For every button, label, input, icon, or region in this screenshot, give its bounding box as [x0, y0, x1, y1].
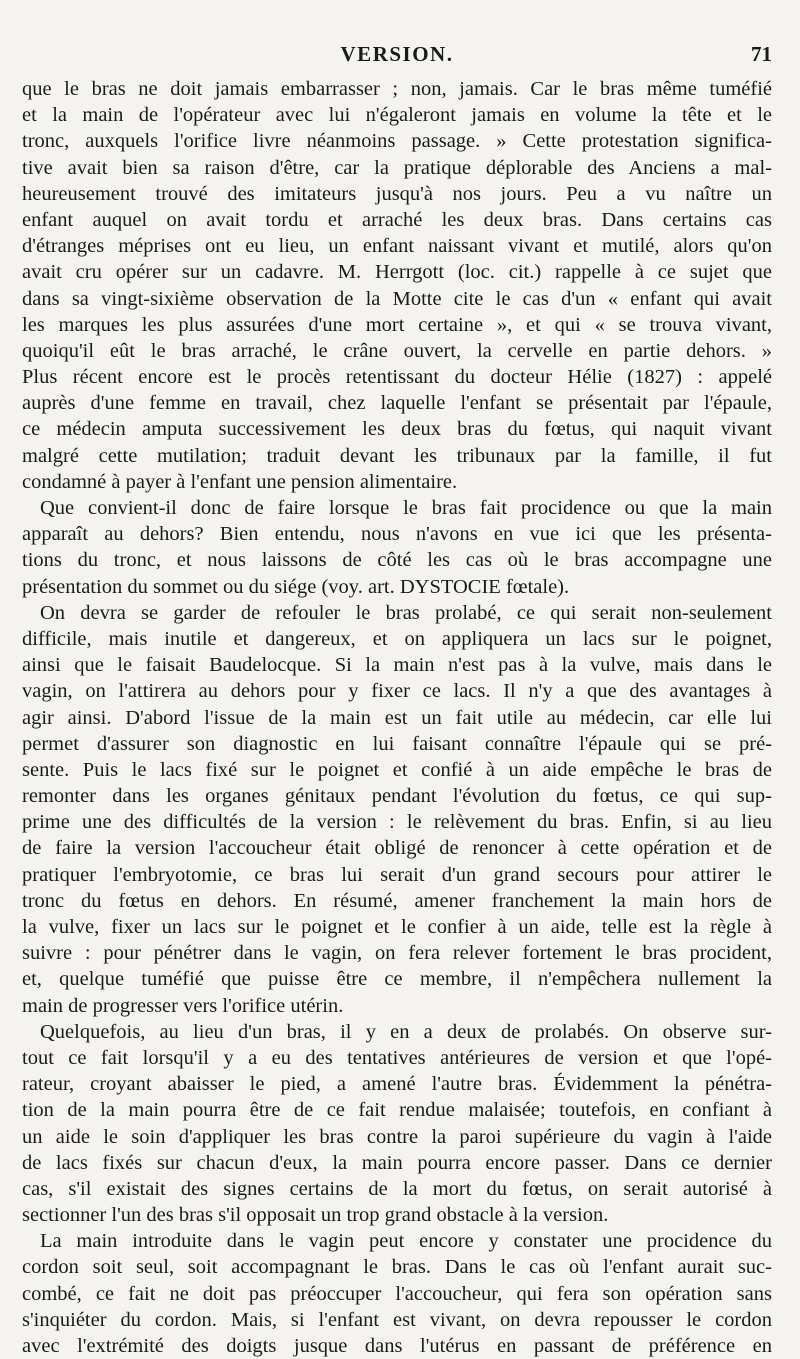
text-line: difficile, mais inutile et dangereux, et on appliquera un lacs sur le poignet, — [22, 627, 772, 650]
text-line: permet d'assurer son diagnostic en lui faisant connaître l'épaule qui se pré- — [22, 732, 772, 755]
body-text — [22, 76, 772, 1359]
text-line: tive avait bien sa raison d'être, car la pratique déplorable des Anciens a mal- — [22, 156, 772, 179]
text-line: La main introduite dans le vagin peut encore y constater une procidence du — [40, 1230, 772, 1253]
text-line: vagin, on l'attirera au dehors pour y fixer ce lacs. Il n'y a que des avantages à — [22, 680, 772, 703]
text-line: que le bras ne doit jamais embarrasser ; non, jamais. Car le bras même tuméfié — [22, 78, 772, 100]
running-title: VERSION. — [340, 42, 454, 66]
text-line: Que convient-il donc de faire lorsque le bras fait procidence ou que la main — [40, 497, 772, 519]
paragraph — [22, 1228, 772, 1359]
text-line: de faire la version l'accoucheur était obligé de renoncer à cette opération et de — [22, 837, 772, 860]
text-line: tion de la main pourra être de ce fait rendue malaisée; toutefois, en confiant à — [22, 1099, 772, 1122]
text-line: s'inquiéter du cordon. Mais, si l'enfant est vivant, on devra repousser le cordon — [22, 1308, 772, 1331]
text-line: auprès d'une femme en travail, chez laquelle l'enfant se présentait par l'épaule, — [22, 392, 772, 415]
text-line: dans sa vingt-sixième observation de la Motte cite le cas d'un « enfant qui avait — [22, 287, 772, 310]
text-line: présentation du sommet ou du siége (voy. art. DYSTOCIE fœtale). — [22, 575, 570, 598]
text-line: cas, s'il existait des signes certains de la mort du fœtus, on serait autorisé à — [22, 1177, 772, 1200]
paragraph — [22, 495, 772, 600]
text-line: ce médecin amputa successivement les deux bras du fœtus, qui naquit vivant — [22, 418, 772, 441]
text-line: les marques les plus assurées d'une mort certaine », et qui « se trouva vivant, — [22, 313, 772, 336]
text-line: Quelquefois, au lieu d'un bras, il y en a deux de prolabés. On observe sur- — [40, 1020, 772, 1043]
text-line: On devra se garder de refouler le bras prolabé, ce qui serait non-seulement — [40, 601, 772, 624]
text-line: avait cru opérer sur un cadavre. M. Herrgott (loc. cit.) rappelle à ce sujet que — [22, 261, 772, 284]
text-line: avec l'extrémité des doigts jusque dans l'utérus en passant de préférence en — [22, 1335, 772, 1357]
text-line: un aide le soin d'appliquer les bras contre la paroi supérieure du vagin à l'aide — [22, 1125, 772, 1148]
paragraph — [22, 600, 772, 1019]
text-line: apparaît au dehors? Bien entendu, nous n'avons en vue ici que les présenta- — [22, 523, 772, 546]
text-line: tronc, auxquels l'orifice livre néanmoins passage. » Cette protestation significa- — [22, 130, 772, 153]
text-line: d'étranges méprises ont eu lieu, un enfant naissant vivant et mutilé, alors qu'on — [22, 235, 772, 258]
text-line: quoiqu'il eût le bras arraché, le crâne ouvert, la cervelle en partie dehors. » — [22, 339, 772, 362]
text-line: sectionner l'un des bras s'il opposait un trop grand obstacle à la version. — [22, 1204, 609, 1227]
text-line: prime une des difficultés de la version : le relèvement du bras. Enfin, si au lieu — [22, 811, 772, 834]
text-line: tronc du fœtus en dehors. En résumé, amener franchement la main hors de — [22, 889, 772, 912]
page-header — [22, 42, 772, 76]
text-line: la vulve, fixer un lacs sur le poignet et le confier à un aide, telle est la règle à — [22, 916, 772, 938]
paragraph-continued — [22, 76, 772, 495]
text-line: combé, ce fait ne doit pas préoccuper l'accoucheur, qui fera son opération sans — [22, 1282, 772, 1305]
text-line: heureusement trouvé des imitateurs jusqu'à nos jours. Peu a vu naître un — [22, 182, 772, 205]
text-line: suivre : pour pénétrer dans le vagin, on fera relever fortement le bras procident, — [22, 942, 772, 965]
text-line: malgré cette mutilation; traduit devant les tribunaux par la famille, il fut — [22, 444, 772, 467]
text-line: main de progresser vers l'orifice utérin. — [22, 994, 344, 1017]
text-line: remonter dans les organes génitaux pendant l'évolution du fœtus, ce qui sup- — [22, 785, 772, 808]
text-line: rateur, croyant abaisser le pied, a amené l'autre bras. Évidemment la pénétra- — [22, 1073, 772, 1096]
text-line: tions du tronc, et nous laissons de côté les cas où le bras accompagne une — [22, 549, 772, 572]
text-line: et la main de l'opérateur avec lui n'égaleront jamais en volume la tête et le — [22, 104, 772, 127]
text-line: de lacs fixés sur chacun d'eux, la main pourra encore passer. Dans ce dernier — [22, 1151, 772, 1174]
paragraph — [22, 1019, 772, 1229]
text-line: agir ainsi. D'abord l'issue de la main est un fait utile au médecin, car elle lui — [22, 706, 772, 729]
text-line: tout ce fait lorsqu'il y a eu des tentatives antérieures de version et que l'opé- — [22, 1046, 772, 1069]
text-line: ainsi que le faisait Baudelocque. Si la main n'est pas à la vulve, mais dans le — [22, 654, 772, 677]
text-line: Plus récent encore est le procès retentissant du docteur Hélie (1827) : appelé — [22, 366, 772, 389]
text-line: pratiquer l'embryotomie, ce bras lui serait d'un grand secours pour attirer le — [22, 863, 772, 886]
text-line: enfant auquel on avait tordu et arraché les deux bras. Dans certains cas — [22, 208, 772, 231]
text-line: condamné à payer à l'enfant une pension alimentaire. — [22, 470, 458, 493]
book-page — [22, 42, 772, 1357]
text-line: sente. Puis le lacs fixé sur le poignet et confié à un aide empêche le bras de — [22, 758, 772, 781]
text-line: cordon soit seul, soit accompagnant le bras. Dans le cas où l'enfant aurait suc- — [22, 1256, 772, 1279]
text-line: et, quelque tuméfié que puisse être ce membre, il n'empêchera nullement la — [22, 968, 772, 991]
page-number: 71 — [751, 42, 772, 66]
